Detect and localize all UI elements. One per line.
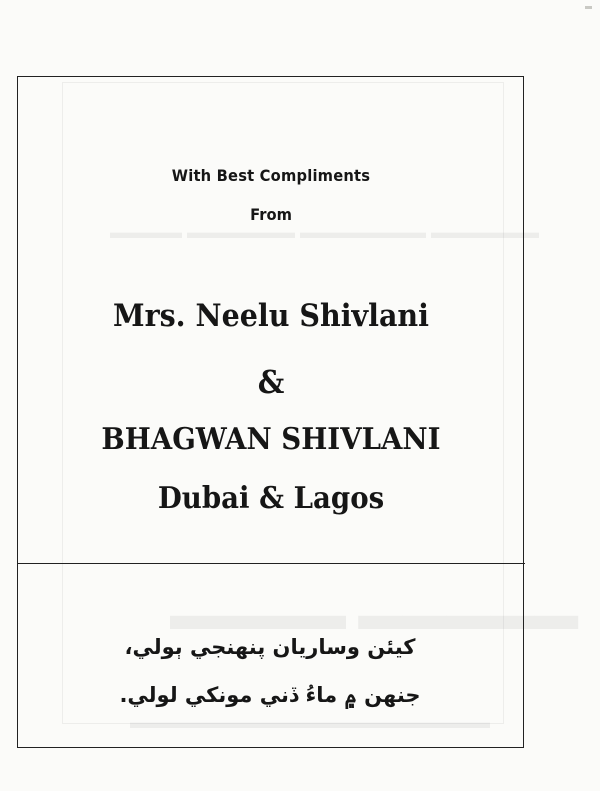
from-label: From [250, 205, 292, 224]
page-corner-mark [585, 6, 592, 9]
ampersand-symbol: & [257, 363, 285, 401]
bleed-through-text: ▬▬▬▬ ▬▬▬▬▬▬ ▬▬▬▬▬▬▬ ▬▬▬▬▬▬ [110, 222, 540, 242]
sindhi-verse-line-1: كيئن وساريان پنهنجي ٻولي، [124, 635, 416, 659]
greeting-heading: With Best Compliments [171, 166, 371, 185]
sponsor-location: Dubai & Lagos [157, 481, 385, 516]
bleed-through-text: ▬▬▬▬▬▬▬▬▬▬▬▬▬▬▬▬▬▬▬▬ [130, 712, 490, 732]
bleed-through-text: ▬▬▬▬ ▬▬▬▬▬ [170, 590, 579, 639]
sindhi-verse-line-2: جنهن ۾ ماءُ ڏني مونکي لولي. [119, 683, 421, 707]
sponsor-name-primary: Mrs. Neelu Shivlani [113, 298, 429, 334]
section-divider [17, 563, 525, 564]
sponsor-name-secondary: BHAGWAN SHIVLANI [101, 422, 441, 457]
